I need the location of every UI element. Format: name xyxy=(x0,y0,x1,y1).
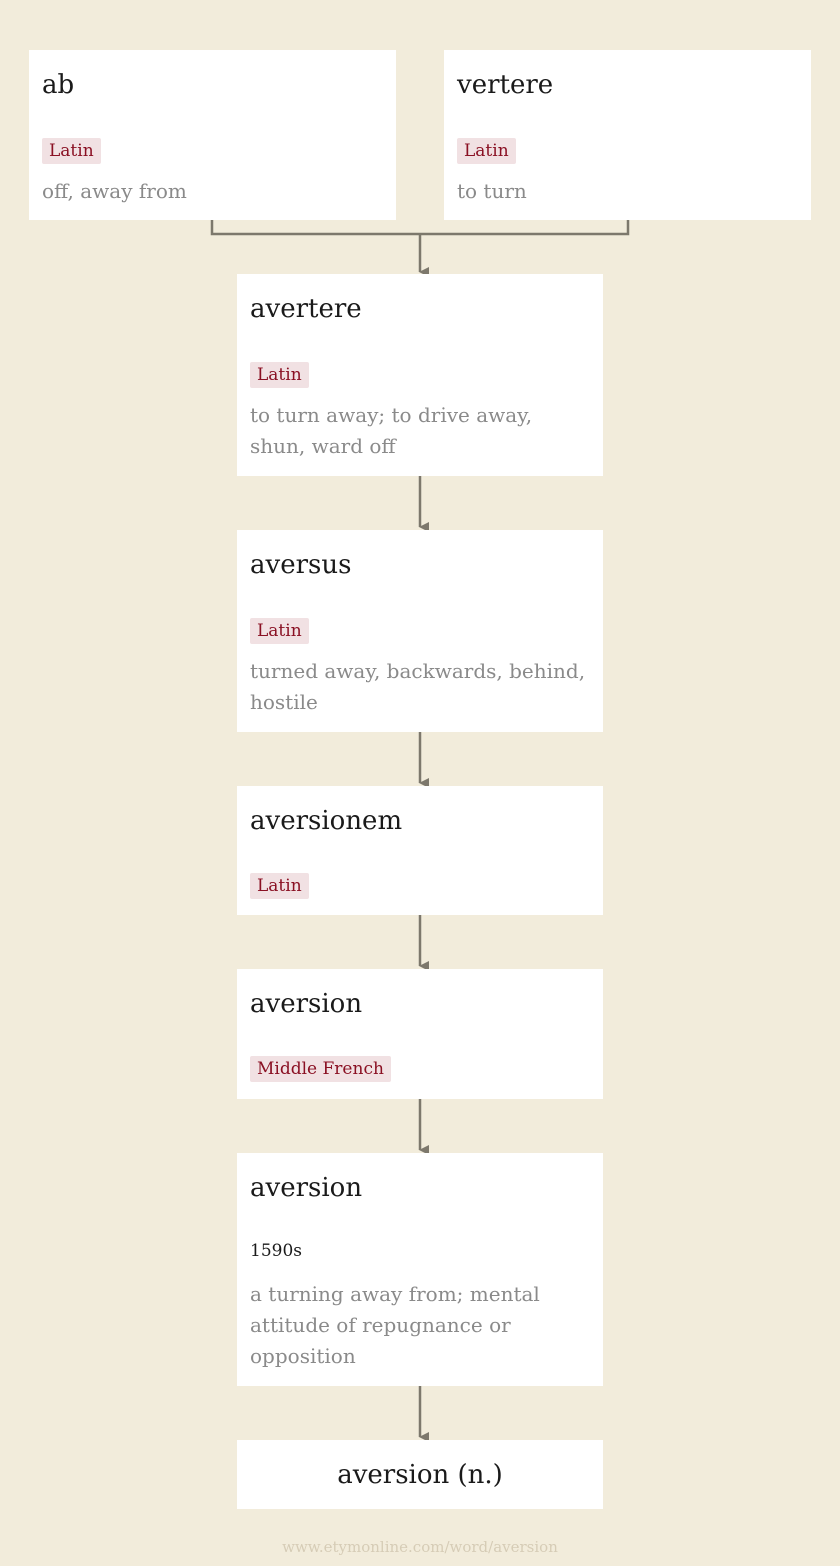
etymon-card-aversionem[interactable] xyxy=(237,786,603,915)
date-text: 1590s xyxy=(250,1241,302,1261)
language-tag: Middle French xyxy=(250,1056,391,1082)
root-card-vertere[interactable] xyxy=(444,50,811,220)
result-card[interactable] xyxy=(237,1440,603,1509)
result-word: aversion (n.) xyxy=(337,1460,503,1490)
language-tag: Latin xyxy=(250,873,309,899)
etymon-card-aversion-english[interactable] xyxy=(237,1153,603,1386)
language-tag: Latin xyxy=(250,618,309,644)
gloss-text: turned away, backwards, behind, hostile xyxy=(250,659,586,714)
gloss-text: off, away from xyxy=(42,179,187,203)
root-card-ab[interactable] xyxy=(29,50,396,220)
etymon-word: aversus xyxy=(250,550,352,580)
etymon-word: aversionem xyxy=(250,806,403,836)
gloss-text: to turn xyxy=(457,179,527,203)
etymon-card-aversion-french[interactable] xyxy=(237,969,603,1099)
etymon-word: aversion xyxy=(250,1173,363,1203)
merge-connector xyxy=(212,220,628,234)
etymon-card-aversus[interactable] xyxy=(237,530,603,732)
language-tag: Latin xyxy=(457,138,516,164)
language-tag: Latin xyxy=(42,138,101,164)
root-word: ab xyxy=(42,70,75,100)
etymon-word: aversion xyxy=(250,989,363,1019)
etymon-word: avertere xyxy=(250,294,362,324)
source-url: www.etymonline.com/word/aversion xyxy=(282,1538,558,1556)
gloss-text: to turn away; to drive away, shun, ward off xyxy=(250,403,533,458)
etymon-card-avertere[interactable] xyxy=(237,274,603,476)
gloss-text: a turning away from; mental attitude of repugnance or opposition xyxy=(250,1282,540,1368)
language-tag: Latin xyxy=(250,362,309,388)
root-word: vertere xyxy=(457,70,554,100)
